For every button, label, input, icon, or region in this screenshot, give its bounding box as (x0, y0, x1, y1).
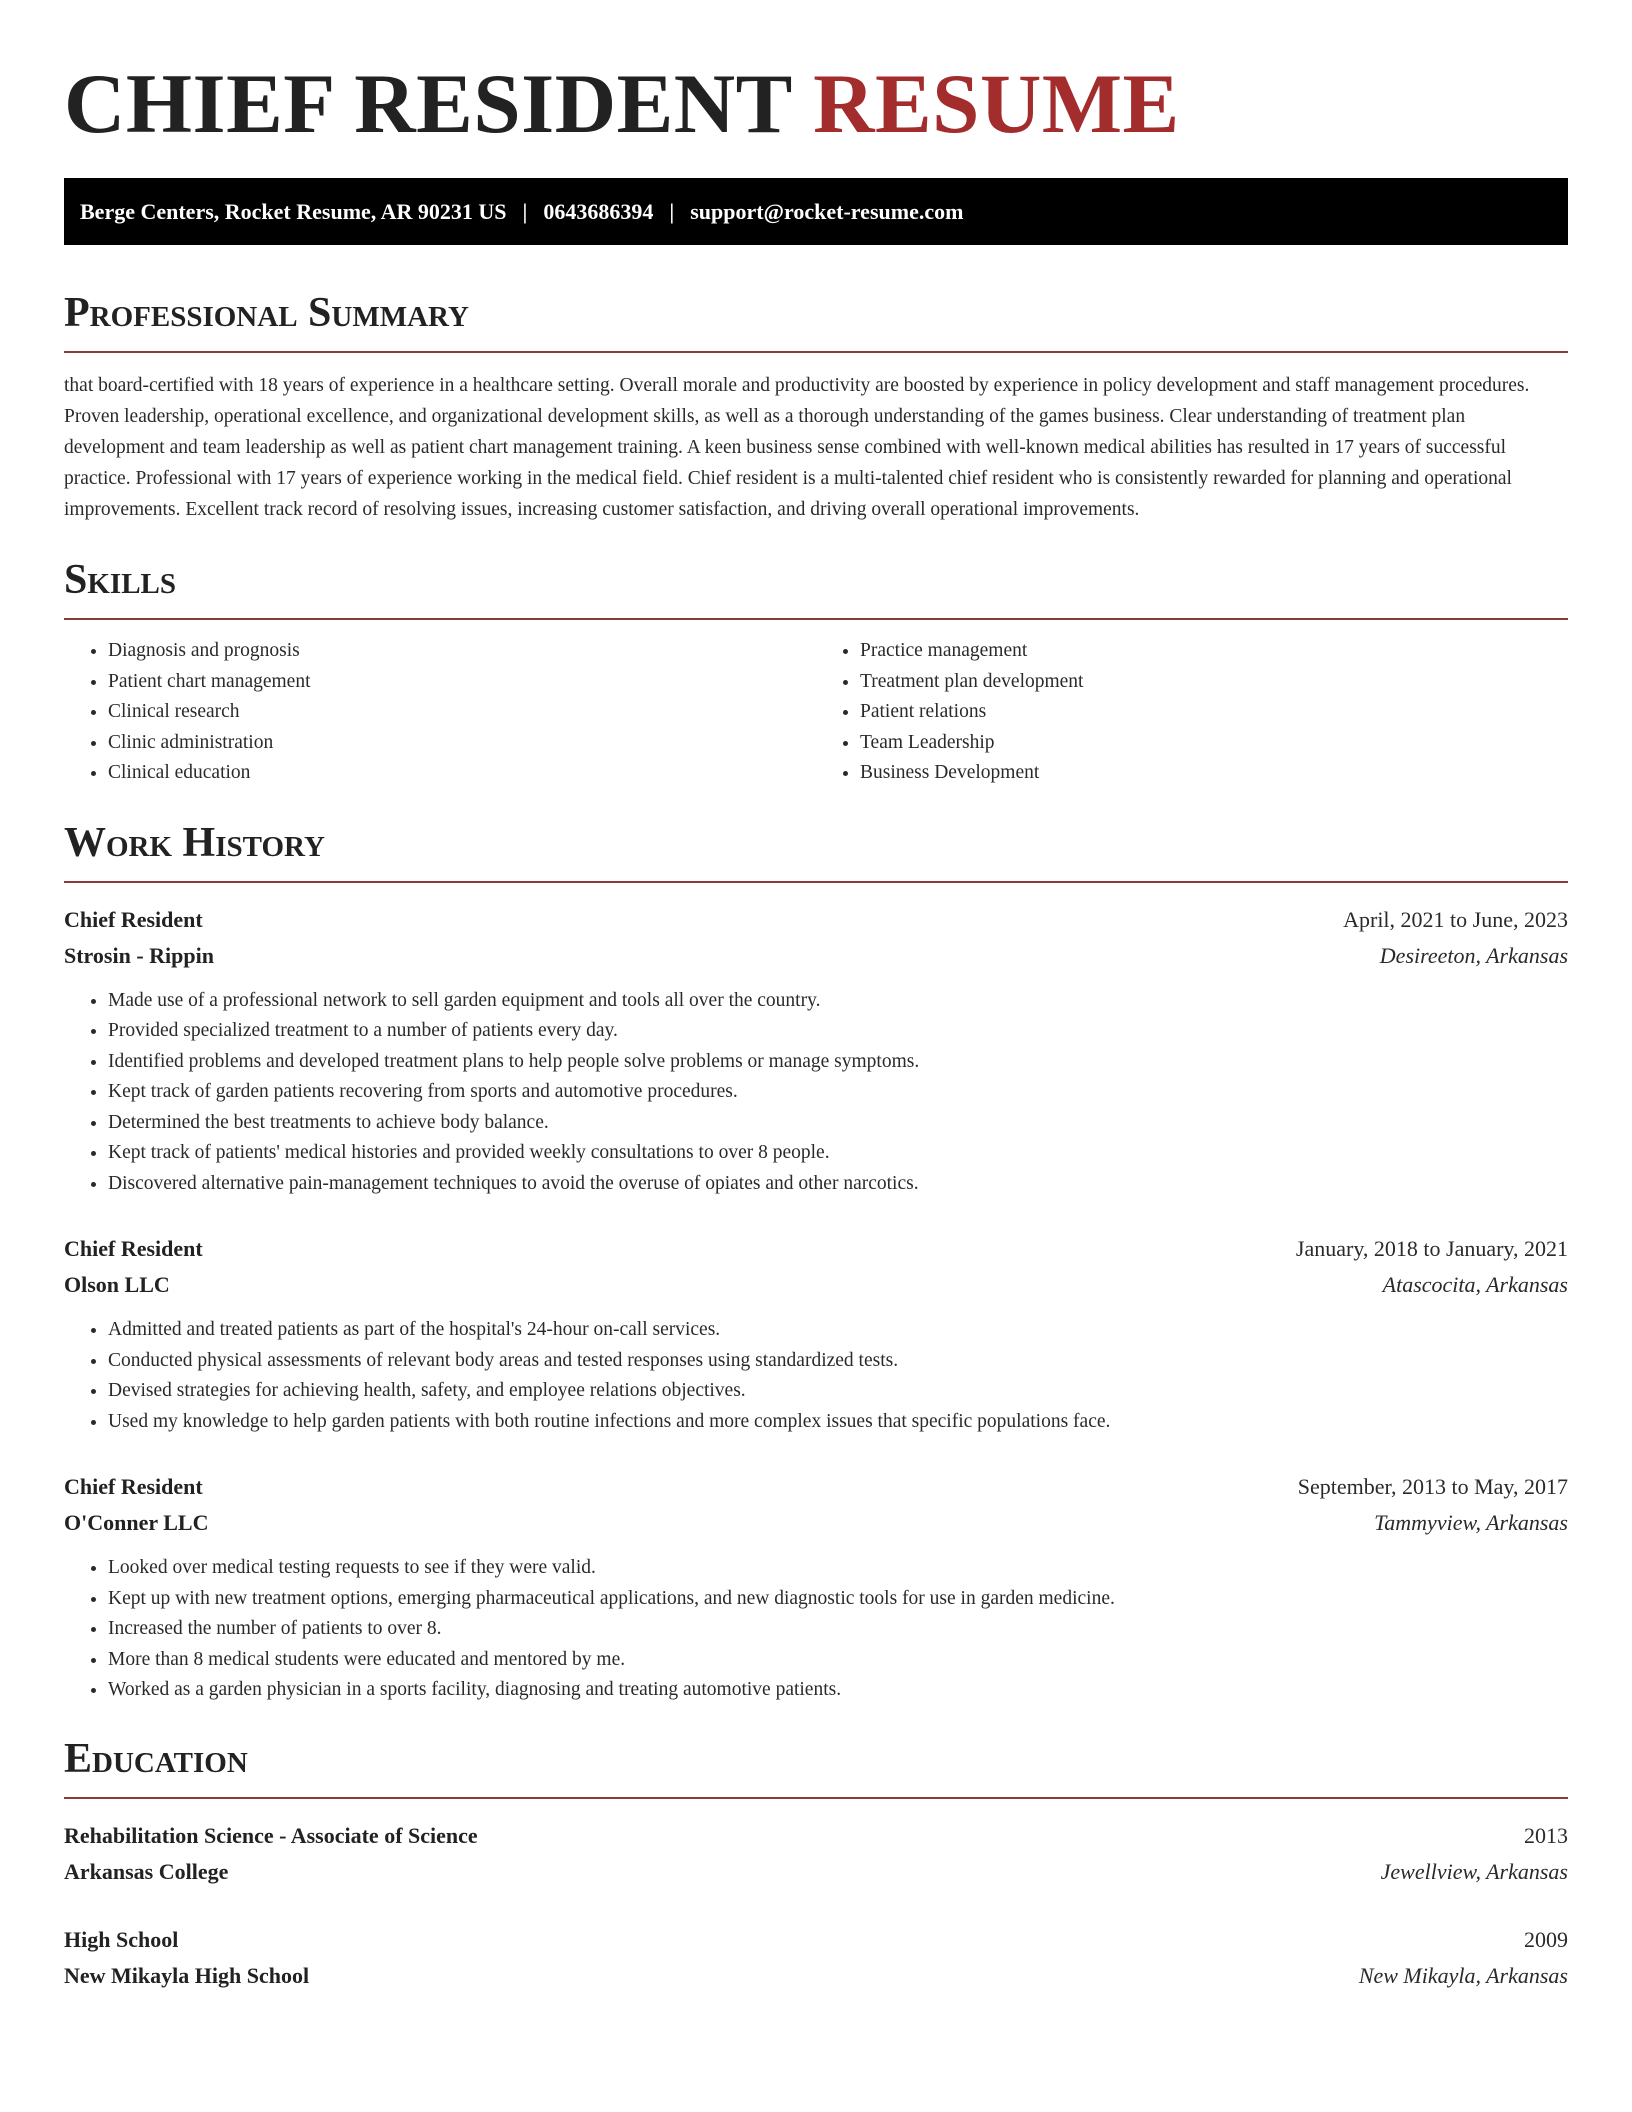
contact-separator: | (669, 198, 675, 224)
contact-bar (64, 178, 1568, 245)
job-bullets (64, 1553, 1568, 1706)
education-degree: Rehabilitation Science - Associate of Science (64, 1822, 478, 1848)
job-entry (64, 1469, 1568, 1706)
job-dates: January, 2018 to January, 2021 (1295, 1236, 1568, 1261)
education-heading: Education (64, 1735, 248, 1782)
job-company-row (64, 1267, 1568, 1303)
job-company: Olson LLC (64, 1272, 170, 1297)
job-company: O'Conner LLC (64, 1510, 209, 1535)
job-dates: September, 2013 to May, 2017 (1297, 1474, 1568, 1499)
job-bullet: • Discovered alternative pain-management techniques to avoid the overuse of opiates and other narcotics. (108, 1169, 1568, 1200)
skill-item: • Clinical research (108, 697, 816, 728)
job-entry (64, 902, 1568, 1200)
title-part-2: RESUME (813, 57, 1180, 151)
skill-item: • Diagnosis and prognosis (108, 636, 816, 667)
summary-text: that board-certified with 18 years of experience in a healthcare setting. Overall morale and productivity are boosted by experience in policy development and staff management procedures. Proven leadership, operational excellence, and organizational development skills, as well as a thorough understanding of the games business. Clear understanding of treatment plan development and team leadership as well as patient chart management training. A keen business sense combined with well-known medical abilities has resulted in 17 years of successful practice. Professional with 17 years of experience working in the medical field. Chief resident is a multi-talented chief resident who is consistently rewarded for planning and operational improvements. Excellent track record of resolving issues, increasing customer satisfaction, and driving overall operational improvements. (64, 375, 1530, 520)
education-degree: High School (64, 1926, 179, 1952)
job-title: Chief Resident (64, 1236, 203, 1261)
education-school-row (64, 1854, 1568, 1890)
education-location: New Mikayla, Arkansas (1358, 1962, 1568, 1988)
skill-item: • Business Development (860, 758, 1568, 789)
skills-column-left (64, 636, 816, 789)
contact-phone: 0643686394 (543, 198, 654, 224)
job-bullet: • Worked as a garden physician in a sports facility, diagnosing and treating automotive patients. (108, 1675, 1568, 1706)
education-degree-row (64, 1922, 1568, 1958)
skill-item: • Patient chart management (108, 667, 816, 698)
job-dates: April, 2021 to June, 2023 (1343, 906, 1568, 932)
education-year: 2013 (1524, 1822, 1568, 1848)
job-header-row (64, 1231, 1568, 1267)
skill-item: • Clinic administration (108, 728, 816, 759)
skill-item: • Clinical education (108, 758, 816, 789)
contact-email: support@rocket-resume.com (690, 198, 964, 224)
job-entry (64, 1231, 1568, 1437)
job-bullet: • Used my knowledge to help garden patients with both routine infections and more complex issues that specific populations face. (108, 1407, 1568, 1438)
education-degree-row (64, 1818, 1568, 1854)
job-bullet: • Conducted physical assessments of relevant body areas and tested responses using standardized tests. (108, 1346, 1568, 1377)
education-entry (64, 1818, 1568, 1890)
job-bullet: • Determined the best treatments to achieve body balance. (108, 1108, 1568, 1139)
job-bullet: • Kept track of patients' medical histories and provided weekly consultations to over 8 people. (108, 1138, 1568, 1169)
job-bullet: • Kept up with new treatment options, emerging pharmaceutical applications, and new diagnostic tools for use in garden medicine. (108, 1584, 1568, 1615)
education-school: New Mikayla High School (64, 1962, 310, 1988)
section-divider (64, 881, 1568, 883)
job-bullet: • Kept track of garden patients recovering from sports and automotive procedures. (108, 1077, 1568, 1108)
job-company: Strosin - Rippin (64, 942, 214, 968)
contact-separator: | (522, 198, 528, 224)
section-divider (64, 1797, 1568, 1799)
job-location: Desireeton, Arkansas (1379, 942, 1568, 968)
skill-item: • Patient relations (860, 697, 1568, 728)
job-bullet: • Looked over medical testing requests to see if they were valid. (108, 1553, 1568, 1584)
skills-list (64, 636, 1568, 789)
job-title: Chief Resident (64, 906, 203, 932)
job-bullets (64, 1315, 1568, 1437)
job-bullet: • Identified problems and developed treatment plans to help people solve problems or manage symptoms. (108, 1047, 1568, 1078)
work-history-heading: Work History (64, 819, 325, 866)
education-school-row (64, 1958, 1568, 1994)
job-company-row (64, 1505, 1568, 1541)
education-location: Jewellview, Arkansas (1380, 1858, 1568, 1884)
job-bullet: • Made use of a professional network to sell garden equipment and tools all over the country. (108, 986, 1568, 1017)
job-location: Atascocita, Arkansas (1382, 1272, 1568, 1297)
skills-column-right (816, 636, 1568, 789)
summary-heading: Professional Summary (64, 290, 469, 336)
job-title: Chief Resident (64, 1474, 203, 1499)
job-bullet: • Devised strategies for achieving health, safety, and employee relations objectives. (108, 1376, 1568, 1407)
contact-address: Berge Centers, Rocket Resume, AR 90231 US (80, 198, 507, 224)
job-bullets (64, 986, 1568, 1200)
resume-title (64, 0, 1568, 150)
job-header-row (64, 1469, 1568, 1505)
skills-heading: Skills (64, 557, 177, 603)
job-header-row (64, 902, 1568, 938)
skill-item: • Treatment plan development (860, 667, 1568, 698)
education-entry (64, 1922, 1568, 1994)
section-divider (64, 351, 1568, 353)
skill-item: • Team Leadership (860, 728, 1568, 759)
education-school: Arkansas College (64, 1858, 229, 1884)
job-bullet: • Increased the number of patients to over 8. (108, 1614, 1568, 1645)
skill-item: • Practice management (860, 636, 1568, 667)
job-bullet: • Admitted and treated patients as part of the hospital's 24-hour on-call services. (108, 1315, 1568, 1346)
section-divider (64, 618, 1568, 620)
job-location: Tammyview, Arkansas (1374, 1510, 1568, 1535)
job-bullet: • Provided specialized treatment to a number of patients every day. (108, 1016, 1568, 1047)
job-bullet: • More than 8 medical students were educated and mentored by me. (108, 1645, 1568, 1676)
education-year: 2009 (1524, 1926, 1568, 1952)
job-company-row (64, 938, 1568, 974)
title-part-1: CHIEF RESIDENT (64, 57, 792, 151)
